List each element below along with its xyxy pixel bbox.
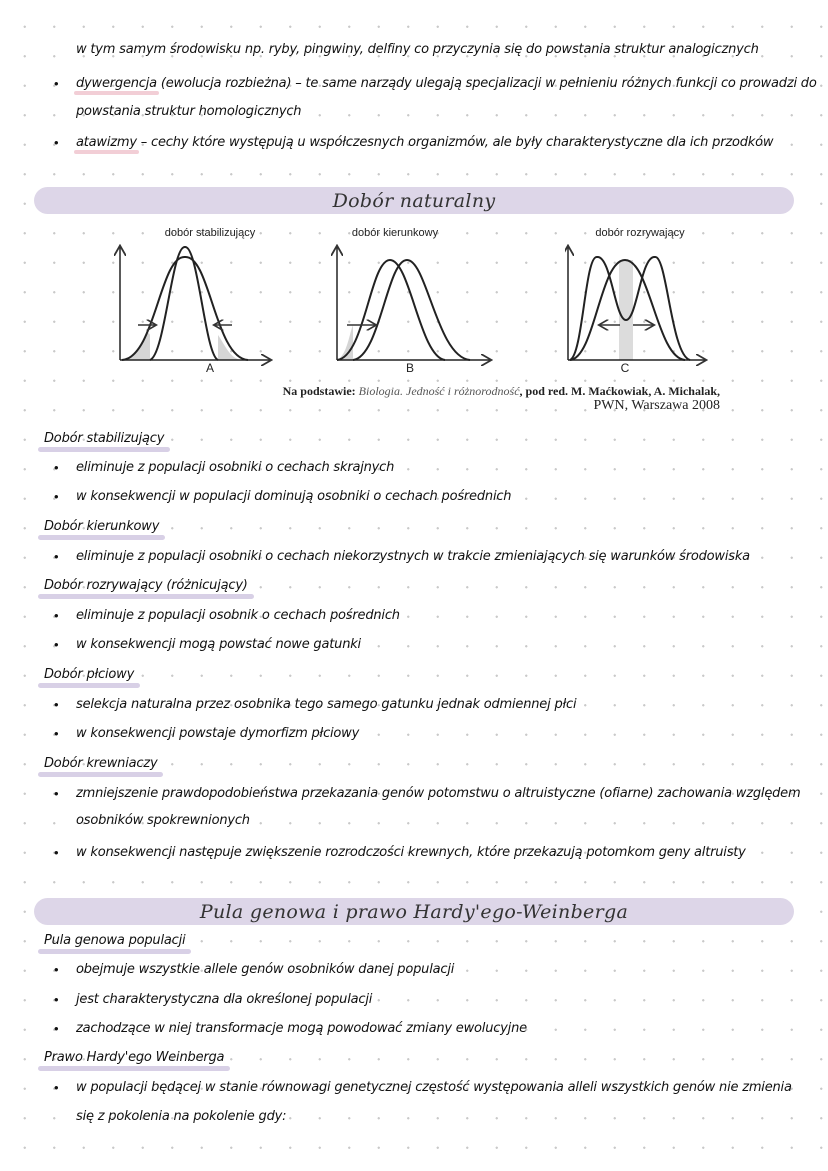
panel-title: dobór stabilizujący bbox=[164, 227, 256, 239]
section-title: Dobór naturalny bbox=[332, 189, 496, 212]
heading-disruptive: Dobór rozrywający (różnicujący) bbox=[44, 578, 248, 593]
panel-label: A bbox=[205, 361, 214, 375]
section-title: Pula genowa i prawo Hardy'ego-Weinberga bbox=[199, 900, 629, 923]
bullet: • selekcja naturalna przez osobnika tego samego gatunku jednak odmiennej płci bbox=[76, 697, 576, 712]
figure-caption: Na podstawie: Biologia. Jedność i różnorodność, pod red. M. Maćkowiak, A. Michalak, bbox=[282, 384, 720, 398]
bullet: • w konsekwencji mogą powstać nowe gatunki bbox=[76, 637, 361, 652]
bullet: • zmniejszenie prawdopodobieństwa przekazania genów potomstwu o altruistyczne (ofiarne) zachowania względem bbox=[76, 786, 800, 801]
intro-line-dywergencja: • dywergencja (ewolucja rozbieżna) – te same narządy ulegają specjalizacji w pełnieniu różnych funkcji co prowadzi do bbox=[76, 76, 817, 91]
bullet-continuation: osobników spokrewnionych bbox=[76, 813, 250, 828]
bullet-continuation: się z pokolenia na pokolenie gdy: bbox=[76, 1109, 287, 1124]
term-dywergencja: dywergencja bbox=[76, 76, 157, 91]
directional-curve-graphic bbox=[325, 225, 525, 380]
panel-label: C bbox=[620, 361, 630, 375]
section-banner-dobor-naturalny bbox=[34, 187, 794, 214]
panel-disruptive bbox=[565, 225, 765, 380]
section-banner-pula-genowa bbox=[34, 898, 794, 925]
bullet: • zachodzące w niej transformacje mogą powodować zmiany ewolucyjne bbox=[76, 1021, 527, 1036]
panel-title: dobór rozrywający bbox=[595, 227, 685, 239]
bullet: • jest charakterystyczna dla określonej populacji bbox=[76, 992, 372, 1007]
panel-directional bbox=[325, 225, 525, 380]
bullet: • w konsekwencji powstaje dymorfizm płciowy bbox=[76, 726, 359, 741]
bullet: • eliminuje z populacji osobniki o cechach niekorzystnych w trakcie zmieniających się warunków środowiska bbox=[76, 549, 750, 564]
heading-sexual: Dobór płciowy bbox=[44, 667, 135, 682]
selection-diagram bbox=[110, 225, 720, 380]
bullet: • eliminuje z populacji osobnik o cechach pośrednich bbox=[76, 608, 400, 623]
heading-directional: Dobór kierunkowy bbox=[44, 519, 160, 534]
panel-stabilizing bbox=[110, 225, 310, 380]
intro-line-1: w tym samym środowisku np. ryby, pingwiny, delfiny co przyczynia się do powstania struktur analogicznych bbox=[76, 42, 759, 57]
heading-gene-pool: Pula genowa populacji bbox=[44, 933, 186, 948]
panel-label: B bbox=[405, 361, 414, 375]
bullet: • eliminuje z populacji osobniki o cechach skrajnych bbox=[76, 460, 394, 475]
stabilizing-curve-graphic bbox=[110, 225, 310, 380]
intro-line-atawizmy: • atawizmy – cechy które występują u współczesnych organizmów, ale były charakterystyczne dla ich przodków bbox=[76, 135, 773, 150]
heading-hardy-weinberg: Prawo Hardy'ego Weinberga bbox=[44, 1050, 225, 1065]
bullet: • w konsekwencji w populacji dominują osobniki o cechach pośrednich bbox=[76, 489, 511, 504]
heading-kin: Dobór krewniaczy bbox=[44, 756, 158, 771]
intro-line-3: powstania struktur homologicznych bbox=[76, 104, 302, 119]
bullet: • w populacji będącej w stanie równowagi genetycznej częstość występowania alleli wszystkich genów nie zmienia bbox=[76, 1080, 792, 1095]
disruptive-curve-graphic bbox=[565, 225, 765, 380]
panel-title: dobór kierunkowy bbox=[351, 227, 439, 239]
figure-caption-line2: PWN, Warszawa 2008 bbox=[593, 398, 720, 413]
bullet: • w konsekwencji następuje zwiększenie rozrodczości krewnych, które przekazują potomkom geny altruisty bbox=[76, 845, 746, 860]
heading-stabilizing: Dobór stabilizujący bbox=[44, 431, 165, 446]
bullet: • obejmuje wszystkie allele genów osobników danej populacji bbox=[76, 962, 454, 977]
term-atawizmy: atawizmy bbox=[76, 135, 137, 150]
